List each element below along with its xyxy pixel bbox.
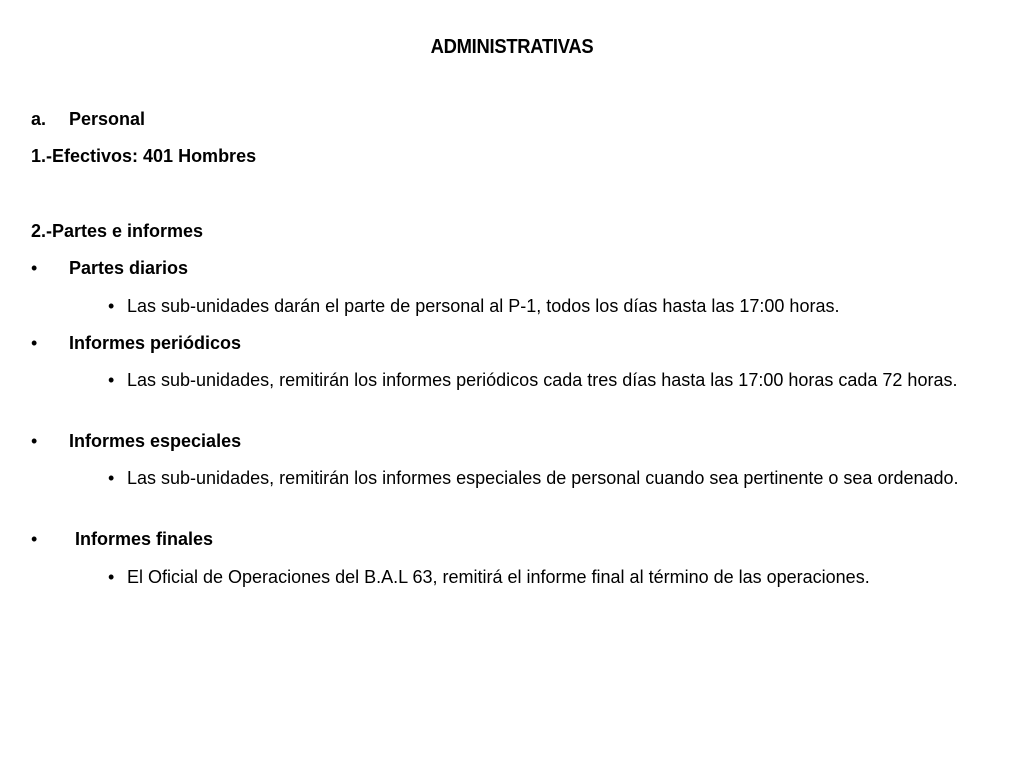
sub-bullet-icon: • (108, 468, 115, 488)
bullet-icon: • (31, 258, 38, 278)
group-item-informes-especiales: Las sub-unidades, remitirán los informes especiales de personal cuando sea pertinente o sea ordenado. (127, 468, 959, 488)
group-item-partes-diarios: Las sub-unidades darán el parte de personal al P-1, todos los días hasta las 17:00 horas. (127, 296, 840, 316)
sub-bullet-icon: • (108, 296, 115, 316)
sub-bullet-icon: • (108, 370, 115, 390)
partes-heading: 2.-Partes e informes (31, 221, 204, 241)
group-heading-informes-especiales: Informes especiales (69, 431, 242, 451)
bullet-icon: • (31, 333, 38, 353)
bullet-icon: • (31, 529, 38, 549)
sub-bullet-icon: • (108, 567, 115, 587)
group-item-informes-finales: El Oficial de Operaciones del B.A.L 63, remitirá el informe final al término de las operaciones. (127, 567, 870, 587)
section-marker: a. (31, 109, 47, 129)
efectivos-line: 1.-Efectivos: 401 Hombres (31, 146, 257, 166)
bullet-icon: • (31, 431, 38, 451)
section-label: Personal (69, 109, 146, 129)
slide-title: ADMINISTRATIVAS (430, 36, 594, 58)
group-heading-partes-diarios: Partes diarios (69, 258, 189, 278)
group-heading-informes-periodicos: Informes periódicos (69, 333, 242, 353)
group-heading-informes-finales: Informes finales (75, 529, 214, 549)
group-item-informes-periodicos: Las sub-unidades, remitirán los informes periódicos cada tres días hasta las 17:00 horas cada 72 horas. (127, 370, 958, 390)
